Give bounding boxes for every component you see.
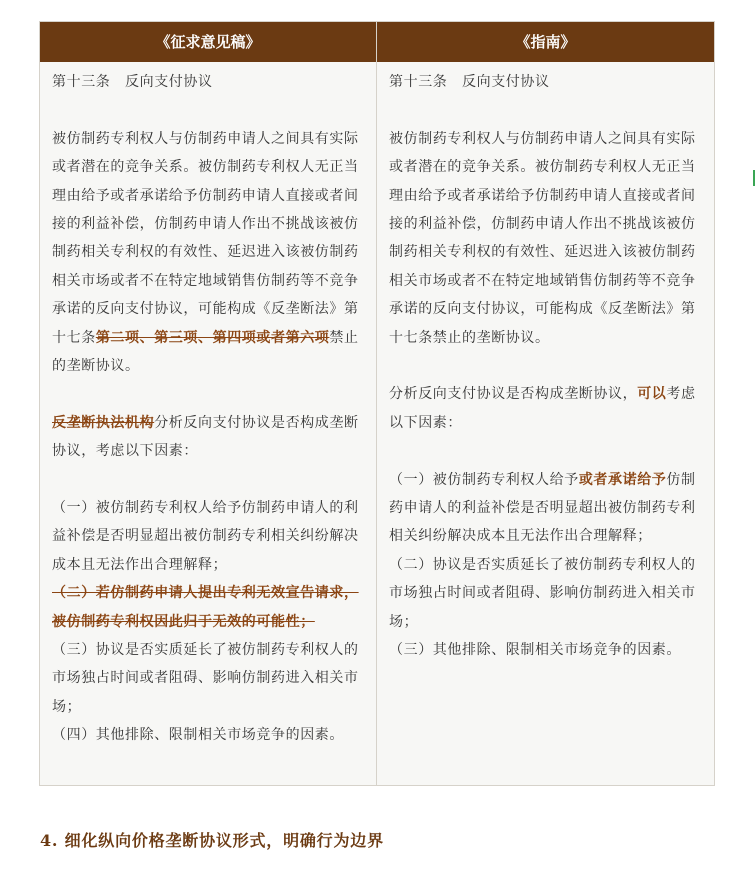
guide-column	[389, 68, 705, 664]
column-divider	[376, 22, 377, 785]
header-draft: 《征求意见稿》	[40, 22, 376, 62]
guide-paragraph-2	[389, 380, 705, 437]
guide-item-3: （三）其他排除、限制相关市场竞争的因素。	[389, 642, 681, 659]
draft-paragraph-1	[52, 125, 366, 381]
guide-p2-added: 可以	[637, 386, 667, 403]
draft-item-2-deleted: （二）若仿制药申请人提出专利无效宣告请求，被仿制药专利权因此归于无效的可能性；	[52, 585, 359, 630]
draft-item-1: （一）被仿制药专利权人给予仿制药申请人的利益补偿是否明显超出被仿制药专利相关纠纷解决成本且无法作出合理解释；	[52, 500, 359, 573]
draft-item-4: （四）其他排除、限制相关市场竞争的因素。	[52, 727, 344, 744]
draft-p2-text: 分析反向支付协议是否构成垄断协议，考虑以下因素：	[52, 414, 359, 460]
section-heading: 4. 细化纵向价格垄断协议形式，明确行为边界	[40, 831, 384, 850]
comparison-table	[39, 21, 715, 786]
guide-p2-text-b: 考虑以下因素：	[389, 386, 696, 431]
draft-item-3: （三）协议是否实质延长了被仿制药专利权人的市场独占时间或者阻碍、影响仿制药进入相关市场；	[52, 642, 359, 715]
guide-i1-text-b: 仿制药申请人的利益补偿是否明显超出被仿制药专利相关纠纷解决成本且无法作出合理解释；	[389, 471, 696, 545]
guide-i1-text-a: （一）被仿制药专利权人给予	[389, 471, 579, 488]
guide-item-2: （二）协议是否实质延长了被仿制药专利权人的市场独占时间或者阻碍、影响仿制药进入相关市场；	[389, 556, 696, 630]
header-guide: 《指南》	[377, 22, 714, 62]
guide-article-title: 第十三条 反向支付协议	[389, 74, 550, 90]
draft-paragraph-2	[52, 409, 366, 466]
guide-item-1	[389, 466, 705, 551]
guide-p2-text-a: 分析反向支付协议是否构成垄断协议，	[389, 386, 638, 403]
draft-article-title: 第十三条 反向支付协议	[52, 74, 213, 90]
draft-p1-text-b: 禁止的垄断协议。	[52, 329, 359, 375]
guide-paragraph-1: 被仿制药专利权人与仿制药申请人之间具有实际或者潜在的竞争关系。被仿制药专利权人无正当理由给予或者承诺给予仿制药申请人直接或者间接的利益补偿，仿制药申请人作出不挑战该被仿制药相关专利权的有效性、延迟进入该被仿制药相关市场或者不在特定地域销售仿制药等不竞争承诺的反向支付协议，可能构成《反垄断法》第十七条禁止的垄断协议。	[389, 130, 696, 346]
draft-column	[52, 68, 366, 750]
draft-p1-deleted: 第二项、第三项、第四项或者第六项	[95, 329, 330, 346]
draft-p2-deleted: 反垄断执法机构	[52, 414, 155, 431]
draft-p1-text-a: 被仿制药专利权人与仿制药申请人之间具有实际或者潜在的竞争关系。被仿制药专利权人无正当理由给予或者承诺给予仿制药申请人直接或者间接的利益补偿，仿制药申请人作出不挑战该被仿制药相关专利权的有效性、延迟进入该被仿制药相关市场或者不在特定地域销售仿制药等不竞争承诺的反向支付协议，可能构成《反垄断法》第十七条	[52, 130, 359, 346]
guide-i1-added: 或者承诺给予	[578, 471, 667, 488]
